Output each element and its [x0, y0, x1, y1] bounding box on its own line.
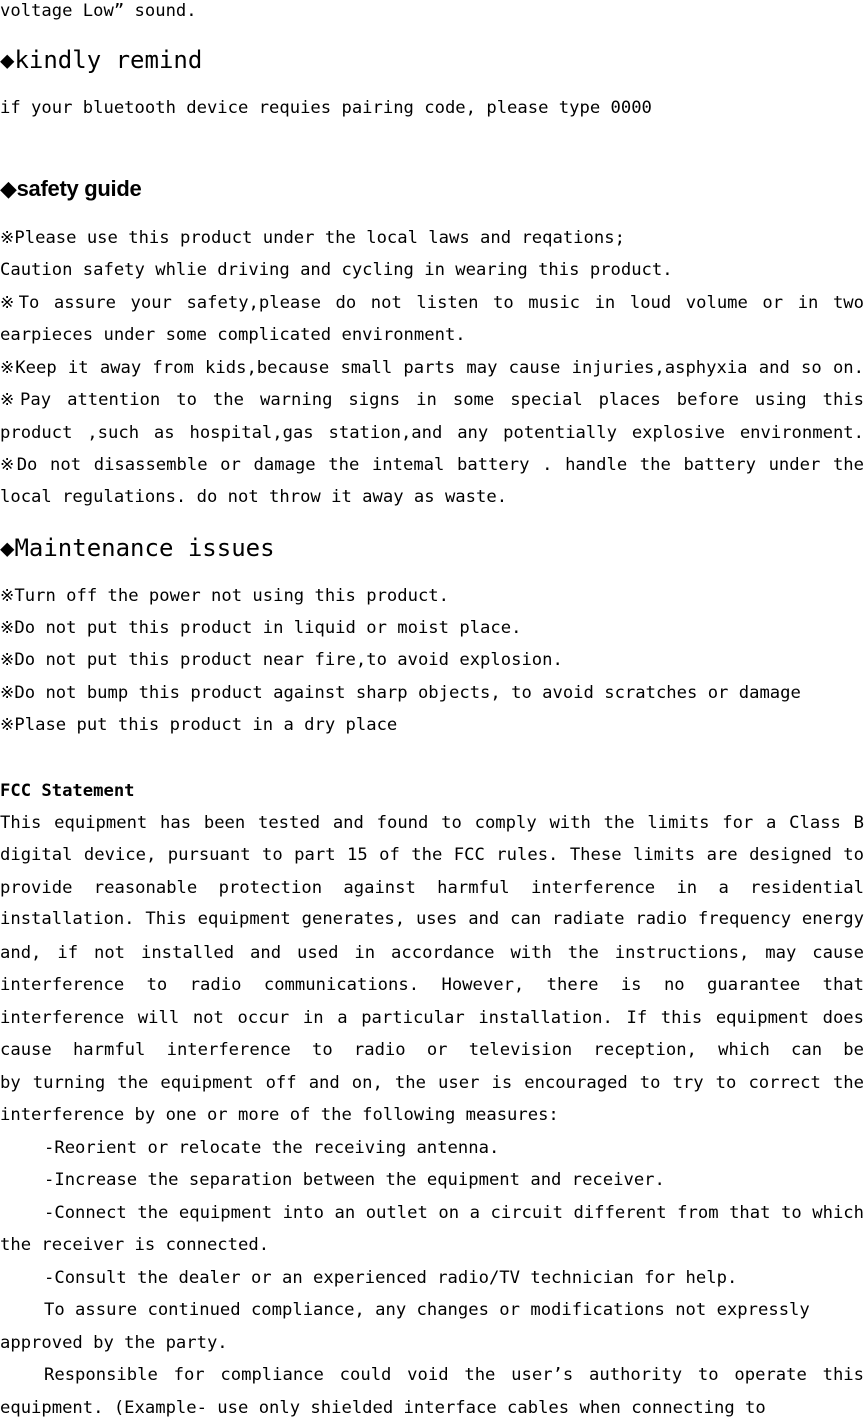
safety-line: product ,such as hospital,gas station,and any potentially explosive environment.	[0, 423, 864, 443]
fcc-line: provide reasonable protection against harmful interference in a residential	[0, 878, 864, 898]
maintenance-line: ※Do not put this product near fire,to avoid explosion.	[0, 650, 563, 670]
maintenance-line: ※Do not put this product in liquid or moist place.	[0, 618, 522, 638]
safety-line: local regulations. do not throw it away as waste.	[0, 487, 508, 507]
maintenance-line: ※Plase put this product in a dry place	[0, 715, 398, 735]
safety-line: ※Do not disassemble or damage the intemal battery . handle the battery under the	[0, 455, 864, 475]
kindly-remind-heading: ◆kindly remind	[0, 46, 203, 74]
fcc-title: FCC Statement	[0, 781, 135, 801]
safety-line: earpieces under some complicated environment.	[0, 325, 466, 345]
safety-line: ※Please use this product under the local laws and reqations;	[0, 228, 625, 248]
fcc-line: To assure continued compliance, any changes or modifications not expressly	[44, 1300, 810, 1320]
fcc-line: by turning the equipment off and on, the user is encouraged to try to correct the	[0, 1073, 864, 1093]
maintenance-line: ※Turn off the power not using this product.	[0, 586, 450, 606]
fcc-line: This equipment has been tested and found to comply with the limits for a Class B	[0, 813, 864, 833]
intro-text: voltage Low” sound.	[0, 1, 197, 21]
fcc-line: approved by the party.	[0, 1333, 228, 1353]
fcc-measure: -Consult the dealer or an experienced radio/TV technician for help.	[44, 1268, 738, 1288]
fcc-line: and, if not installed and used in accordance with the instructions, may cause	[0, 943, 864, 963]
maintenance-heading: ◆Maintenance issues	[0, 534, 275, 562]
safety-line: ※Keep it away from kids,because small parts may cause injuries,asphyxia and so on.	[0, 358, 864, 378]
fcc-line: Responsible for compliance could void the user’s authority to operate this	[44, 1365, 864, 1385]
safety-line: ※To assure your safety,please do not listen to music in loud volume or in two	[0, 293, 864, 313]
kindly-remind-text: if your bluetooth device requies pairing code, please type 0000	[0, 98, 652, 118]
fcc-measure: -Increase the separation between the equipment and receiver.	[44, 1170, 665, 1190]
safety-guide-heading: ◆safety guide	[0, 176, 142, 201]
fcc-measure: -Connect the equipment into an outlet on a circuit different from that to which	[44, 1203, 864, 1223]
fcc-line: installation. This equipment generates, uses and can radiate radio frequency energy	[0, 909, 864, 929]
fcc-line: interference to radio communications. However, there is no guarantee that	[0, 975, 864, 995]
fcc-line: interference by one or more of the following measures:	[0, 1105, 559, 1125]
fcc-line: the receiver is connected.	[0, 1235, 270, 1255]
maintenance-line: ※Do not bump this product against sharp objects, to avoid scratches or damage	[0, 683, 801, 703]
fcc-line: equipment. (Example- use only shielded interface cables when connecting to	[0, 1398, 766, 1418]
safety-line: Caution safety whlie driving and cycling in wearing this product.	[0, 260, 673, 280]
fcc-line: interference will not occur in a particular installation. If this equipment does	[0, 1008, 864, 1028]
fcc-measure: -Reorient or relocate the receiving antenna.	[44, 1138, 500, 1158]
safety-line: ※Pay attention to the warning signs in some special places before using this	[0, 390, 864, 410]
fcc-line: cause harmful interference to radio or television reception, which can be	[0, 1040, 864, 1060]
fcc-line: digital device, pursuant to part 15 of the FCC rules. These limits are designed to	[0, 845, 864, 865]
